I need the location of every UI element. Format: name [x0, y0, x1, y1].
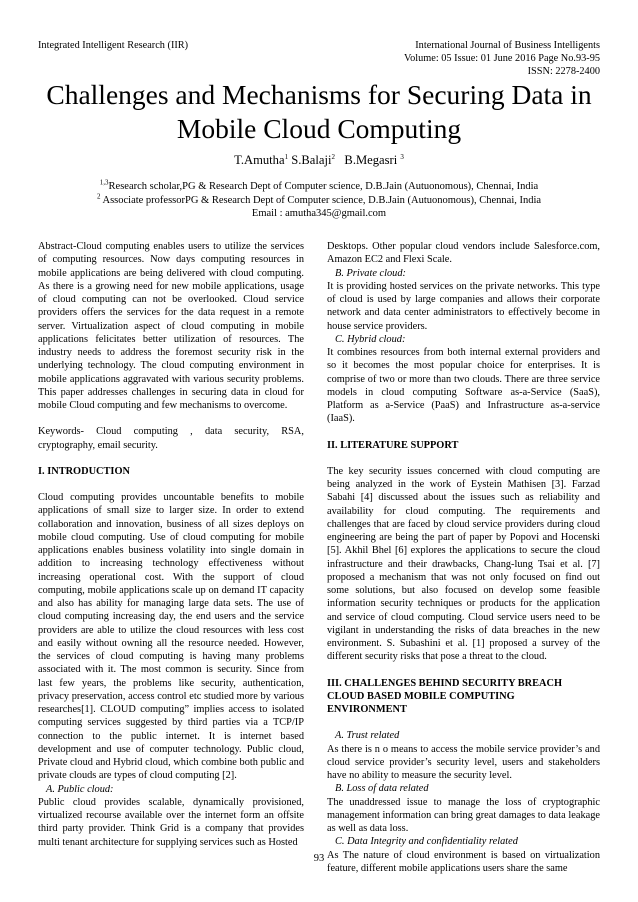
page-number: 93 [313, 853, 325, 864]
affil-1: Research scholar,PG & Research Dept of Computer science, D.B.Jain (Autuonomous), Chennai, India [108, 181, 539, 192]
abstract: Abstract-Cloud computing enables users to utilize the services of computing resources. Now days computing resources in mobile applications are being delivered with cloud computing. As there is a growing need for new mobile applications, usage of cloud computing can not be overlooked. Cloud service providers offers the services for the data request in a remote server. Virtualization aspect of cloud computing in mobile applications felicitates better utilization of resources. The industry needs to address the foremost security risk in the underlying technology. The cloud computing environment in mobile applications aggravated with various security problems. This paper addresses challenges in securing data in cloud for mobile Cloud computing and few mechanisms to overcome. [38, 241, 304, 411]
right-column [327, 240, 600, 875]
affil-2-sup: 2 [96, 192, 101, 200]
challenges-heading-line-3: ENVIRONMENT [327, 704, 407, 715]
section-heading-literature: II. LITERATURE SUPPORT [327, 439, 459, 451]
challenges-heading-line-2: CLOUD BASED MOBILE COMPUTING [327, 690, 515, 702]
subheading-loss: B. Loss of data related [335, 783, 429, 795]
author-3: B.Megasri [344, 153, 398, 167]
loss-text: The unaddressed issue to manage the loss of cryptographic management information can bring great damages to data leakage as well as data loss. [327, 796, 600, 834]
affil-2: Associate professorPG & Research Dept of Computer science, D.B.Jain (Autuonomous), Chennai, India [102, 194, 542, 206]
left-column [38, 240, 304, 849]
subheading-private-cloud: B. Private cloud: [335, 267, 406, 279]
literature-text: The key security issues concerned with cloud computing are being analyzed in the work of Eystein Mathisen [3]. Farzad Sabahi [4] discussed about the issues such as reliability and availability for cloud computing. The requirements and challenges that are faced by cloud service providers during cloud engineering are being the part of paper by Popovi and Hocenski [5]. Akhil Bhel [6] explores the applications to secure the cloud infrastructure and their drawbacks, Chang-lung Tsai et al. [7] proposed a mechanism that was not only focused on find out some solutions, but also focused on develop some feasible information security techniques or products for the application and service of cloud computing. Cloud service users need to be vigilant in understanding the risks of data breaches in the new environment. S. Subashini et al. [1] proposed a survey of the different security risks that pose a threat to the cloud. [327, 465, 600, 663]
volume-info: Volume: 05 Issue: 01 June 2016 Page No.93-95 [403, 52, 600, 64]
challenges-heading-line-1: III. CHALLENGES BEHIND SECURITY BREACH [327, 677, 562, 689]
header-left: Integrated Intelligent Research (IIR) [38, 40, 189, 51]
hybrid-cloud-text: It combines resources from both internal external providers and so it becomes the most popular choice for enterprises. It is comprise of two or more than two clouds. There are three service models in cloud computing Software as-a-Service (SaaS), Platform as a-Service (PaaS) and Infrastructure as-a-service (IaaS). [327, 347, 600, 425]
public-cloud-text: Public cloud provides scalable, dynamically provisioned, virtualized recourse available over the internet form an offsite third party provider. Think Grid is a company that provides multi tenant architecture for supplying services such as Hosted [38, 796, 304, 848]
title-line-2: Mobile Cloud Computing [176, 113, 462, 144]
subheading-public-cloud: A. Public cloud: [46, 783, 114, 795]
author-1-sup: 1 [284, 152, 289, 161]
header-right [404, 40, 600, 78]
issn: ISSN: 2278-2400 [527, 65, 600, 77]
journal-name: International Journal of Business Intelligents [415, 40, 600, 51]
email: Email : amutha345@gmail.com [251, 208, 387, 219]
subheading-integrity: C. Data Integrity and confidentiality related [335, 836, 518, 848]
author-3-sup: 3 [400, 152, 404, 161]
author-1: T.Amutha [234, 153, 285, 167]
trust-text: As there is n o means to access the mobile service provider’s and cloud service provider’s security level, users and stakeholders have no ability to measure the security level. [327, 743, 600, 781]
authors [0, 153, 638, 168]
author-2-sup: 2 [331, 152, 335, 161]
paper-title [30, 78, 608, 146]
private-cloud-text: It is providing hosted services on the private networks. This type of cloud is used by large companies and allows their corporate network and data center administrators to effectively become in house service providers. [327, 280, 600, 332]
affiliations [0, 180, 638, 221]
public-cloud-continued: Desktops. Other popular cloud vendors include Salesforce.com, Amazon EC2 and Flexi Scale. [327, 241, 600, 266]
subheading-hybrid-cloud: C. Hybrid cloud: [335, 333, 406, 345]
section-heading-introduction: I. INTRODUCTION [38, 465, 130, 477]
section-heading-challenges [327, 677, 600, 717]
affil-1-sup: 1,3 [99, 178, 109, 187]
introduction-text: Cloud computing provides uncountable benefits to mobile applications of small size to larger size. In order to extend collaboration and innovation, business of all sizes deploys on mobile cloud computing. Use of cloud computing for mobile applications enables business volatility into single domain in addition to increasing technology effectiveness without increasing operational cost. With the support of cloud computing, mobile applications scale up on demand IT capacity and also has ability for managing large data sets. The use of cloud computing increasing day, the end users and the service providers are able to utilize the cloud resources with less cost and easily without owning all the resource needed. However, the services of cloud computing is having many problems associated with it. The most common is security. Since from last few years, the problems like security, authentication, privacy preservation, access control etc studied more by various researches[1]. CLOUD computing” implies access to isolated computing services suggested by third parties via a TCP/IP connection to the public internet. It is internet based development and use of computer technology. Public cloud, Private cloud and Hybrid cloud, which combine both public and private clouds are types of cloud computing [2]. [38, 492, 304, 782]
author-2: S.Balaji [291, 153, 332, 167]
subheading-trust: A. Trust related [335, 730, 400, 742]
integrity-text: As The nature of cloud environment is based on virtualization feature, different mobile applications users share the same [327, 849, 600, 874]
title-line-1: Challenges and Mechanisms for Securing Data in [46, 79, 592, 110]
keywords: Keywords- Cloud computing , data security, RSA, cryptography, email security. [38, 426, 304, 451]
